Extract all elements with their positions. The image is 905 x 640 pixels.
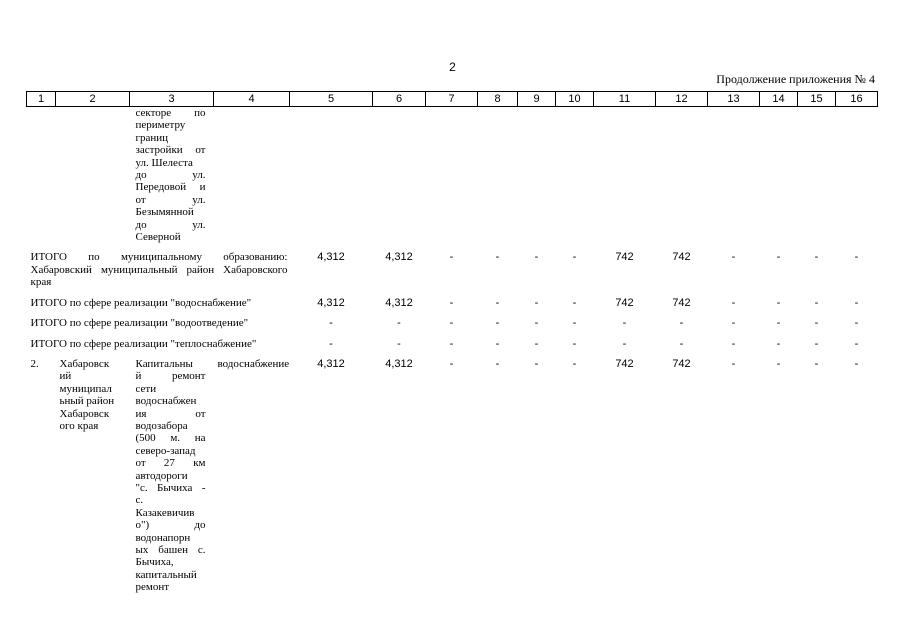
table-cell: - [814, 296, 819, 309]
total-label: ИТОГО по сфере реализации "водоснабжение" [30, 296, 252, 309]
table-cell: - [731, 317, 736, 330]
table-cell: - [854, 357, 859, 370]
col-header: 3 [130, 92, 214, 107]
table-cell: - [622, 337, 627, 350]
col-header: 11 [594, 92, 656, 107]
col-header: 4 [214, 92, 290, 107]
continuation-description: секторе по периметру границ застройки от ул. Шелеста до ул. Передовой и от ул. Безымянной до ул. Северной [135, 107, 206, 244]
table-cell: - [776, 317, 781, 330]
table-cell: - [854, 251, 859, 264]
table-cell: - [572, 357, 577, 370]
table-cell: - [814, 357, 819, 370]
table-cell: 4,312 [385, 251, 413, 264]
table-cell: 4,312 [385, 296, 413, 309]
table-cell: 4,312 [317, 296, 345, 309]
col-header: 1 [27, 92, 56, 107]
table-cell: - [495, 296, 500, 309]
col-header: 2 [56, 92, 130, 107]
row-number: 2. [30, 357, 39, 370]
table-cell: 742 [615, 296, 634, 309]
table-cell: - [534, 296, 539, 309]
table-cell: 742 [615, 251, 634, 264]
header-row [27, 92, 878, 107]
col-header: 5 [290, 92, 373, 107]
col-header: 13 [708, 92, 760, 107]
table-cell: 4,312 [317, 357, 345, 370]
total-water-disposal-row [27, 317, 878, 329]
table-cell: - [776, 296, 781, 309]
table-cell: - [495, 337, 500, 350]
table-cell: - [329, 337, 333, 350]
table-cell: - [495, 357, 500, 370]
table-cell: 4,312 [317, 251, 345, 264]
district-name: Хабаровск ий муниципал ьный район Хабаровск ого края [59, 357, 115, 432]
col-header: 8 [478, 92, 518, 107]
total-label: ИТОГО по сфере реализации "теплоснабжение" [30, 337, 257, 350]
total-heat-supply-row [27, 338, 878, 350]
table-cell: 742 [615, 357, 634, 370]
col-header: 6 [373, 92, 426, 107]
project-description: Капитальны й ремонт сети водоснабжен ия от водозабора (500 м. на северо-запад от 27 км автодороги "с. Бычиха - с. Казакевичив о") до водонапорн ых башен с. Бычиха, капитальный ремонт [135, 357, 206, 594]
table-cell: - [776, 251, 781, 264]
table-cell: - [534, 337, 539, 350]
table-cell: - [776, 357, 781, 370]
table-cell: - [814, 317, 819, 330]
continuation-row [27, 107, 878, 244]
col-header: 9 [518, 92, 556, 107]
table-cell: 742 [672, 296, 691, 309]
table-cell: - [622, 317, 627, 330]
table-cell: - [854, 296, 859, 309]
table-cell: - [776, 337, 781, 350]
table-cell: 742 [672, 357, 691, 370]
table-cell: - [572, 296, 577, 309]
total-label: ИТОГО по сфере реализации "водоотведение" [30, 317, 249, 330]
table-cell: - [449, 317, 454, 330]
col-header: 15 [798, 92, 836, 107]
table-cell: - [854, 337, 859, 350]
table-cell: - [449, 337, 454, 350]
table-cell: - [449, 296, 454, 309]
sphere-name: водоснабжение [217, 357, 290, 370]
table-cell: - [731, 357, 736, 370]
table-cell: - [329, 317, 333, 330]
table-cell: - [679, 317, 684, 330]
col-header: 10 [556, 92, 594, 107]
table-cell: - [731, 251, 736, 264]
table-cell: - [854, 317, 859, 330]
col-header: 7 [426, 92, 478, 107]
table-cell: - [534, 317, 539, 330]
table-cell: - [814, 251, 819, 264]
table-cell: - [814, 337, 819, 350]
table-cell: - [679, 337, 684, 350]
table-cell: - [572, 251, 577, 264]
col-header: 14 [760, 92, 798, 107]
table-cell: 4,312 [385, 357, 413, 370]
table-cell: - [495, 251, 500, 264]
table-cell: - [449, 357, 454, 370]
table-cell: - [449, 251, 454, 264]
table-cell: - [534, 357, 539, 370]
col-header: 16 [836, 92, 878, 107]
total-label: ИТОГО по муниципальному образованию: Хабаровский муниципальный район Хабаровского края [30, 251, 288, 289]
table-cell: - [534, 251, 539, 264]
col-header: 12 [656, 92, 708, 107]
table-cell: - [397, 317, 401, 330]
table-cell: - [495, 317, 500, 330]
total-water-supply-row [27, 297, 878, 309]
table-row [27, 358, 878, 594]
table-cell: - [397, 337, 401, 350]
table-cell: - [731, 337, 736, 350]
page-number: 2 [449, 60, 456, 74]
table-cell: 742 [672, 251, 691, 264]
table-cell: - [731, 296, 736, 309]
appendix-note: Продолжение приложения № 4 [716, 72, 875, 86]
table-cell: - [572, 337, 577, 350]
total-municipal-row [27, 251, 878, 288]
data-table [26, 91, 878, 594]
table-cell: - [572, 317, 577, 330]
